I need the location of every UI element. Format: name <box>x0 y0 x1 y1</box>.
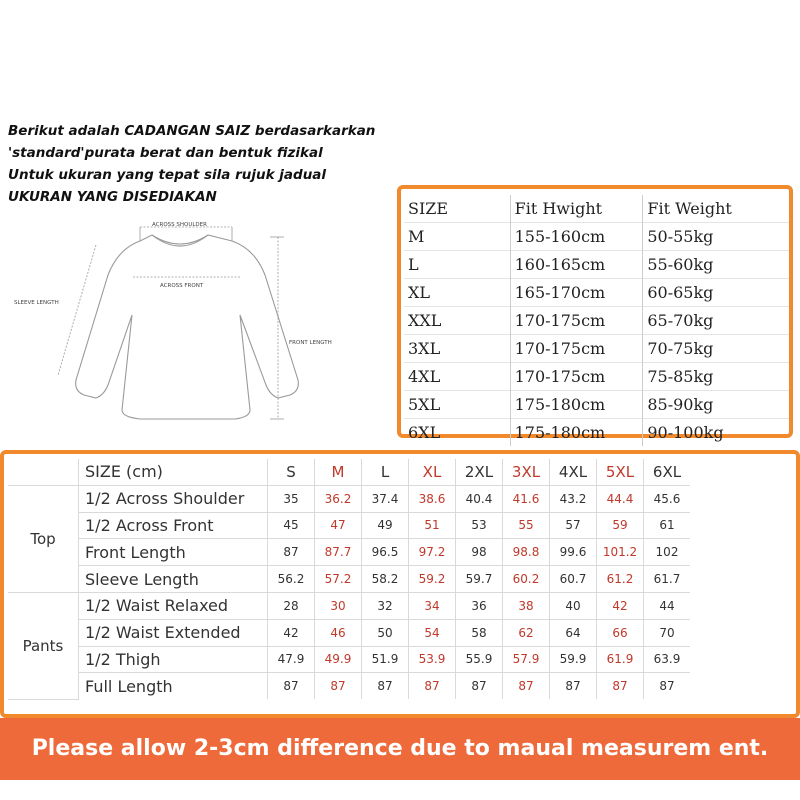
measurement-value: 36 <box>456 592 503 619</box>
size-row <box>404 391 789 419</box>
height-cell: 160-165cm <box>510 251 643 279</box>
size-recommendation-table <box>404 195 789 446</box>
measurement-value: 62 <box>503 619 550 646</box>
group-label: Pants <box>8 592 79 699</box>
size-column-header: L <box>362 459 409 485</box>
measurement-value: 49.9 <box>315 646 362 673</box>
measurement-value: 87.7 <box>315 539 362 566</box>
size-column-header: 5XL <box>597 459 644 485</box>
intro-line-3: Untuk ukuran yang tepat sila rujuk jadual <box>8 167 327 183</box>
height-cell: 170-175cm <box>510 307 643 335</box>
measurement-label: 1/2 Thigh <box>79 646 268 673</box>
size-column-header: 6XL <box>644 459 691 485</box>
measurement-value: 46 <box>315 619 362 646</box>
measurement-value: 87 <box>550 673 597 699</box>
measurement-value: 51.9 <box>362 646 409 673</box>
measurement-value: 98.8 <box>503 539 550 566</box>
measurement-value: 87 <box>503 673 550 699</box>
size-row <box>404 307 789 335</box>
weight-cell: 90-100kg <box>647 423 724 442</box>
measurement-table <box>8 459 690 700</box>
garment-diagram <box>0 205 400 445</box>
measurement-row <box>8 673 690 699</box>
measurement-value: 59.2 <box>409 566 456 593</box>
measurement-value: 96.5 <box>362 539 409 566</box>
size-row <box>404 223 789 251</box>
measurement-value: 54 <box>409 619 456 646</box>
sleeve-measure-line <box>58 245 96 375</box>
measurement-value: 87 <box>362 673 409 699</box>
height-cell: 165-170cm <box>510 279 643 307</box>
measurement-value: 60.7 <box>550 566 597 593</box>
measurement-value: 50 <box>362 619 409 646</box>
measurement-value: 43.2 <box>550 485 597 512</box>
size-table-header <box>404 195 789 223</box>
size-cell: M <box>404 223 510 251</box>
measurement-label: 1/2 Waist Relaxed <box>79 592 268 619</box>
size-cell: L <box>404 251 510 279</box>
measurement-value: 101.2 <box>597 539 644 566</box>
measurement-value: 58 <box>456 619 503 646</box>
measurement-value: 61.2 <box>597 566 644 593</box>
size-recommendation-box <box>397 185 793 442</box>
measurement-value: 59 <box>597 512 644 539</box>
disclaimer-banner: Please allow 2-3cm difference due to maual measurem ent. <box>0 718 800 780</box>
measurement-value: 70 <box>644 619 691 646</box>
size-header: SIZE <box>404 195 510 223</box>
measurement-value: 57.2 <box>315 566 362 593</box>
measurement-label: Sleeve Length <box>79 566 268 593</box>
weight-cell: 60-65kg <box>647 283 714 302</box>
measurement-value: 57 <box>550 512 597 539</box>
weight-cell: 50-55kg <box>647 227 714 246</box>
measurement-label: 1/2 Across Shoulder <box>79 485 268 512</box>
measurement-value: 87 <box>315 673 362 699</box>
size-column-header: 3XL <box>503 459 550 485</box>
measurement-value: 38 <box>503 592 550 619</box>
intro-line-4: UKURAN YANG DISEDIAKAN <box>8 189 217 205</box>
label-front-length: FRONT LENGTH <box>289 340 332 346</box>
size-row <box>404 279 789 307</box>
height-header: Fit Hwight <box>510 195 643 223</box>
height-cell: 155-160cm <box>510 223 643 251</box>
weight-cell: 70-75kg <box>647 339 714 358</box>
size-column-header: XL <box>409 459 456 485</box>
measurement-row <box>8 646 690 673</box>
label-sleeve-length: SLEEVE LENGTH <box>14 300 59 306</box>
size-cell: 4XL <box>404 363 510 391</box>
measurement-row <box>8 512 690 539</box>
measurement-value: 59.9 <box>550 646 597 673</box>
measurement-value: 55 <box>503 512 550 539</box>
size-cell: 3XL <box>404 335 510 363</box>
measurement-value: 57.9 <box>503 646 550 673</box>
measurement-value: 44 <box>644 592 691 619</box>
size-cell: XXL <box>404 307 510 335</box>
label-across-front: ACROSS FRONT <box>160 283 204 289</box>
height-cell: 175-180cm <box>510 419 643 447</box>
measurement-value: 102 <box>644 539 691 566</box>
size-column-header: 4XL <box>550 459 597 485</box>
size-row <box>404 251 789 279</box>
measurement-value: 58.2 <box>362 566 409 593</box>
measurement-value: 87 <box>597 673 644 699</box>
measurement-row <box>8 619 690 646</box>
measurement-value: 47 <box>315 512 362 539</box>
measurement-value: 53 <box>456 512 503 539</box>
garment-drawing <box>0 205 400 445</box>
measurement-value: 61 <box>644 512 691 539</box>
weight-cell: 85-90kg <box>647 395 714 414</box>
measurement-value: 97.2 <box>409 539 456 566</box>
size-cell: 6XL <box>404 419 510 447</box>
group-label: Top <box>8 485 79 592</box>
measurement-value: 47.9 <box>268 646 315 673</box>
measurement-value: 34 <box>409 592 456 619</box>
measurement-value: 87 <box>456 673 503 699</box>
measurement-value: 64 <box>550 619 597 646</box>
height-cell: 170-175cm <box>510 363 643 391</box>
measurement-value: 49 <box>362 512 409 539</box>
measurement-value: 61.9 <box>597 646 644 673</box>
measurement-value: 45 <box>268 512 315 539</box>
size-row <box>404 363 789 391</box>
measurement-value: 45.6 <box>644 485 691 512</box>
measurement-value: 32 <box>362 592 409 619</box>
measurement-value: 53.9 <box>409 646 456 673</box>
measurement-label: Full Length <box>79 673 268 699</box>
height-cell: 170-175cm <box>510 335 643 363</box>
size-cell: XL <box>404 279 510 307</box>
measurement-value: 51 <box>409 512 456 539</box>
measurement-value: 55.9 <box>456 646 503 673</box>
size-column-header: M <box>315 459 362 485</box>
size-column-header: S <box>268 459 315 485</box>
measurement-value: 99.6 <box>550 539 597 566</box>
measurement-value: 63.9 <box>644 646 691 673</box>
intro-line-2: 'standard'purata berat dan bentuk fizikal <box>8 145 323 161</box>
weight-cell: 75-85kg <box>647 367 714 386</box>
measurement-value: 40.4 <box>456 485 503 512</box>
measurement-box <box>0 450 800 718</box>
garment-outline <box>76 235 299 419</box>
measurement-value: 60.2 <box>503 566 550 593</box>
measurement-value: 37.4 <box>362 485 409 512</box>
measurement-value: 35 <box>268 485 315 512</box>
measurement-value: 61.7 <box>644 566 691 593</box>
measurement-value: 36.2 <box>315 485 362 512</box>
measurement-value: 40 <box>550 592 597 619</box>
size-cm-header: SIZE (cm) <box>79 459 268 485</box>
measurement-value: 42 <box>268 619 315 646</box>
height-cell: 175-180cm <box>510 391 643 419</box>
weight-cell: 65-70kg <box>647 311 714 330</box>
measurement-row <box>8 485 690 512</box>
measurement-label: Front Length <box>79 539 268 566</box>
measurement-row <box>8 566 690 593</box>
measurement-value: 30 <box>315 592 362 619</box>
measurement-value: 38.6 <box>409 485 456 512</box>
measurement-label: 1/2 Across Front <box>79 512 268 539</box>
intro-line-1: Berikut adalah CADANGAN SAIZ berdasarkarkan <box>8 123 376 139</box>
measurement-value: 59.7 <box>456 566 503 593</box>
weight-cell: 55-60kg <box>647 255 714 274</box>
measurement-value: 87 <box>644 673 691 699</box>
label-across-shoulder: ACROSS SHOULDER <box>152 222 207 228</box>
measurement-value: 41.6 <box>503 485 550 512</box>
measurement-value: 56.2 <box>268 566 315 593</box>
measurement-value: 28 <box>268 592 315 619</box>
weight-header: Fit Weight <box>647 199 732 218</box>
measurement-header-row <box>8 459 690 485</box>
size-row <box>404 335 789 363</box>
measurement-value: 87 <box>268 539 315 566</box>
measurement-value: 66 <box>597 619 644 646</box>
group-header-cell <box>8 459 79 485</box>
measurement-value: 42 <box>597 592 644 619</box>
measurement-value: 87 <box>409 673 456 699</box>
size-column-header: 2XL <box>456 459 503 485</box>
measurement-value: 98 <box>456 539 503 566</box>
measurement-label: 1/2 Waist Extended <box>79 619 268 646</box>
measurement-row <box>8 592 690 619</box>
size-row <box>404 419 789 447</box>
measurement-row <box>8 539 690 566</box>
measurement-value: 44.4 <box>597 485 644 512</box>
measurement-value: 87 <box>268 673 315 699</box>
size-cell: 5XL <box>404 391 510 419</box>
